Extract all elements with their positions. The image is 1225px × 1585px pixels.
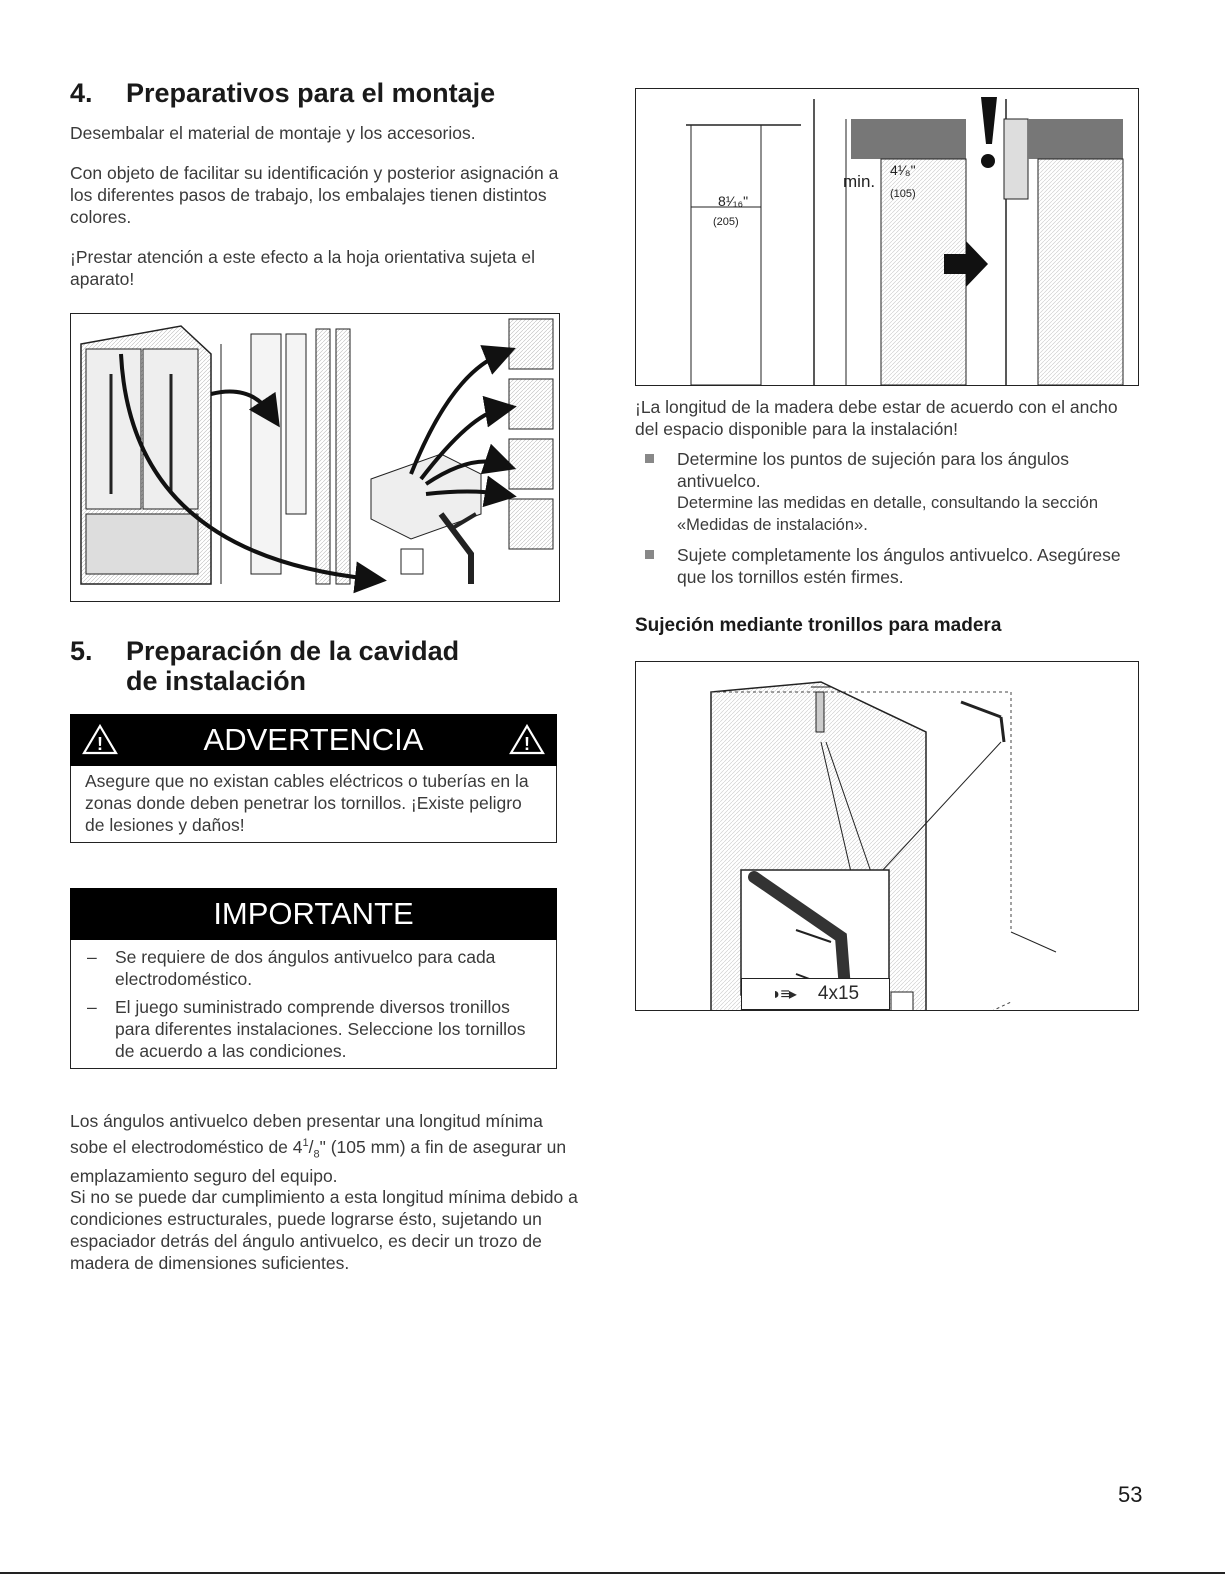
- bullet-item: [635, 544, 1145, 588]
- dimension-mm: (105): [890, 188, 916, 200]
- bullet-text: Sujete completamente los ángulos antivuelco. Asegúrese que los tornillos estén firmes.: [677, 545, 1121, 587]
- section-title-line1: Preparación de la cavidad: [126, 636, 460, 666]
- fraction-denominator: 8: [313, 1148, 320, 1161]
- important-header: [70, 888, 557, 940]
- paragraph: Si no se puede dar cumplimiento a esta longitud mínima debido a condiciones estructurales, puede lograrse ésto, sujetando un espaciador detrás del ángulo antivuelco, es decir un trozo de madera de dimensiones suficientes.: [70, 1187, 578, 1273]
- important-item: – El juego suministrado comprende diversos tronillos para diferentes instalaciones. Seleccione los tornillos de acuerdo a las condiciones.: [87, 997, 526, 1061]
- exclamation-icon: [981, 97, 997, 144]
- fraction-numerator: 1: [302, 1137, 309, 1149]
- dimension-mm: (205): [713, 216, 739, 228]
- text: " (105 mm) a fin de asegurar un emplazamiento seguro del equipo.: [70, 1136, 567, 1187]
- bullet-subtext: [635, 492, 1145, 536]
- important-item-text: El juego suministrado comprende diversos tronillos para diferentes instalaciones. Seleccione los tornillos de acuerdo a las condiciones.: [115, 997, 526, 1061]
- section-title-line2: de instalación: [126, 666, 307, 696]
- bullet-list: [635, 448, 1145, 588]
- section-number: 5.: [70, 636, 93, 666]
- paragraph: Desembalar el material de montaje y los accesorios.: [70, 123, 476, 143]
- warning-icon: [82, 723, 118, 755]
- important-title: IMPORTANTE: [213, 896, 414, 931]
- screw-fixing-illustration: [635, 661, 1139, 1011]
- important-box: [70, 888, 557, 1069]
- svg-text:!: !: [524, 734, 530, 754]
- min-label: min.: [843, 172, 876, 191]
- warning-icon: [509, 723, 545, 755]
- bullet-text: Determine las medidas en detalle, consultando la sección «Medidas de instalación».: [677, 494, 1098, 534]
- bottom-rule: [0, 1572, 1225, 1574]
- important-item-text: Se requiere de dos ángulos antivuelco para cada electrodoméstico.: [115, 947, 496, 989]
- paragraph: Con objeto de facilitar su identificación y posterior asignación a los diferentes pasos de trabajo, los embalajes tienen distintos colores.: [70, 163, 559, 227]
- warning-title: ADVERTENCIA: [203, 722, 424, 757]
- warning-text: Asegure que no existan cables eléctricos o tuberías en la zonas donde deben penetrar los tornillos. ¡Existe peligro de lesiones y daños!: [85, 771, 529, 835]
- screw-icon: ◗≡▸: [771, 986, 796, 1003]
- measurement-illustration: [635, 88, 1139, 386]
- section-4-heading: [70, 78, 495, 109]
- bullet-square-icon: [645, 454, 654, 463]
- bullet-square-icon: [645, 550, 654, 559]
- dimension-label: 4¹⁄₈": [890, 162, 916, 178]
- bullet-item: [635, 448, 1145, 492]
- screw-label-box: [741, 978, 890, 1010]
- dimension-label: 8¹⁄₁₆": [718, 193, 749, 209]
- page-number: 53: [1118, 1482, 1143, 1507]
- note-paragraph: ¡La longitud de la madera debe estar de acuerdo con el ancho del espacio disponible para la instalación!: [635, 397, 1118, 439]
- screw-size-label: 4x15: [817, 983, 860, 1004]
- paragraph: ¡Prestar atención a este efecto a la hoja orientativa sujeta el aparato!: [70, 247, 535, 289]
- section-title: Preparativos para el montaje: [126, 78, 496, 108]
- unpacking-illustration: [70, 313, 560, 602]
- bullet-text: Determine los puntos de sujeción para los ángulos antivuelco.: [677, 449, 1070, 491]
- subheading: Sujeción mediante tronillos para madera: [635, 615, 1002, 636]
- important-item: – Se requiere de dos ángulos antivuelco para cada electrodoméstico.: [87, 947, 496, 989]
- warning-header: [70, 714, 557, 766]
- section-5-heading: [70, 636, 459, 696]
- text: Los ángulos antivuelco deben presentar una longitud mínima sobe el electrodoméstico de 4: [70, 1111, 543, 1157]
- section-number: 4.: [70, 78, 93, 108]
- svg-text:!: !: [97, 734, 103, 754]
- paragraph: Los ángulos antivuelco deben presentar una longitud mínima sobe el electrodoméstico de $4^1/_8$" (105 mm) a fin de asegurar un emplazamiento seguro del equipo.: [70, 1111, 567, 1187]
- warning-box: [70, 714, 557, 843]
